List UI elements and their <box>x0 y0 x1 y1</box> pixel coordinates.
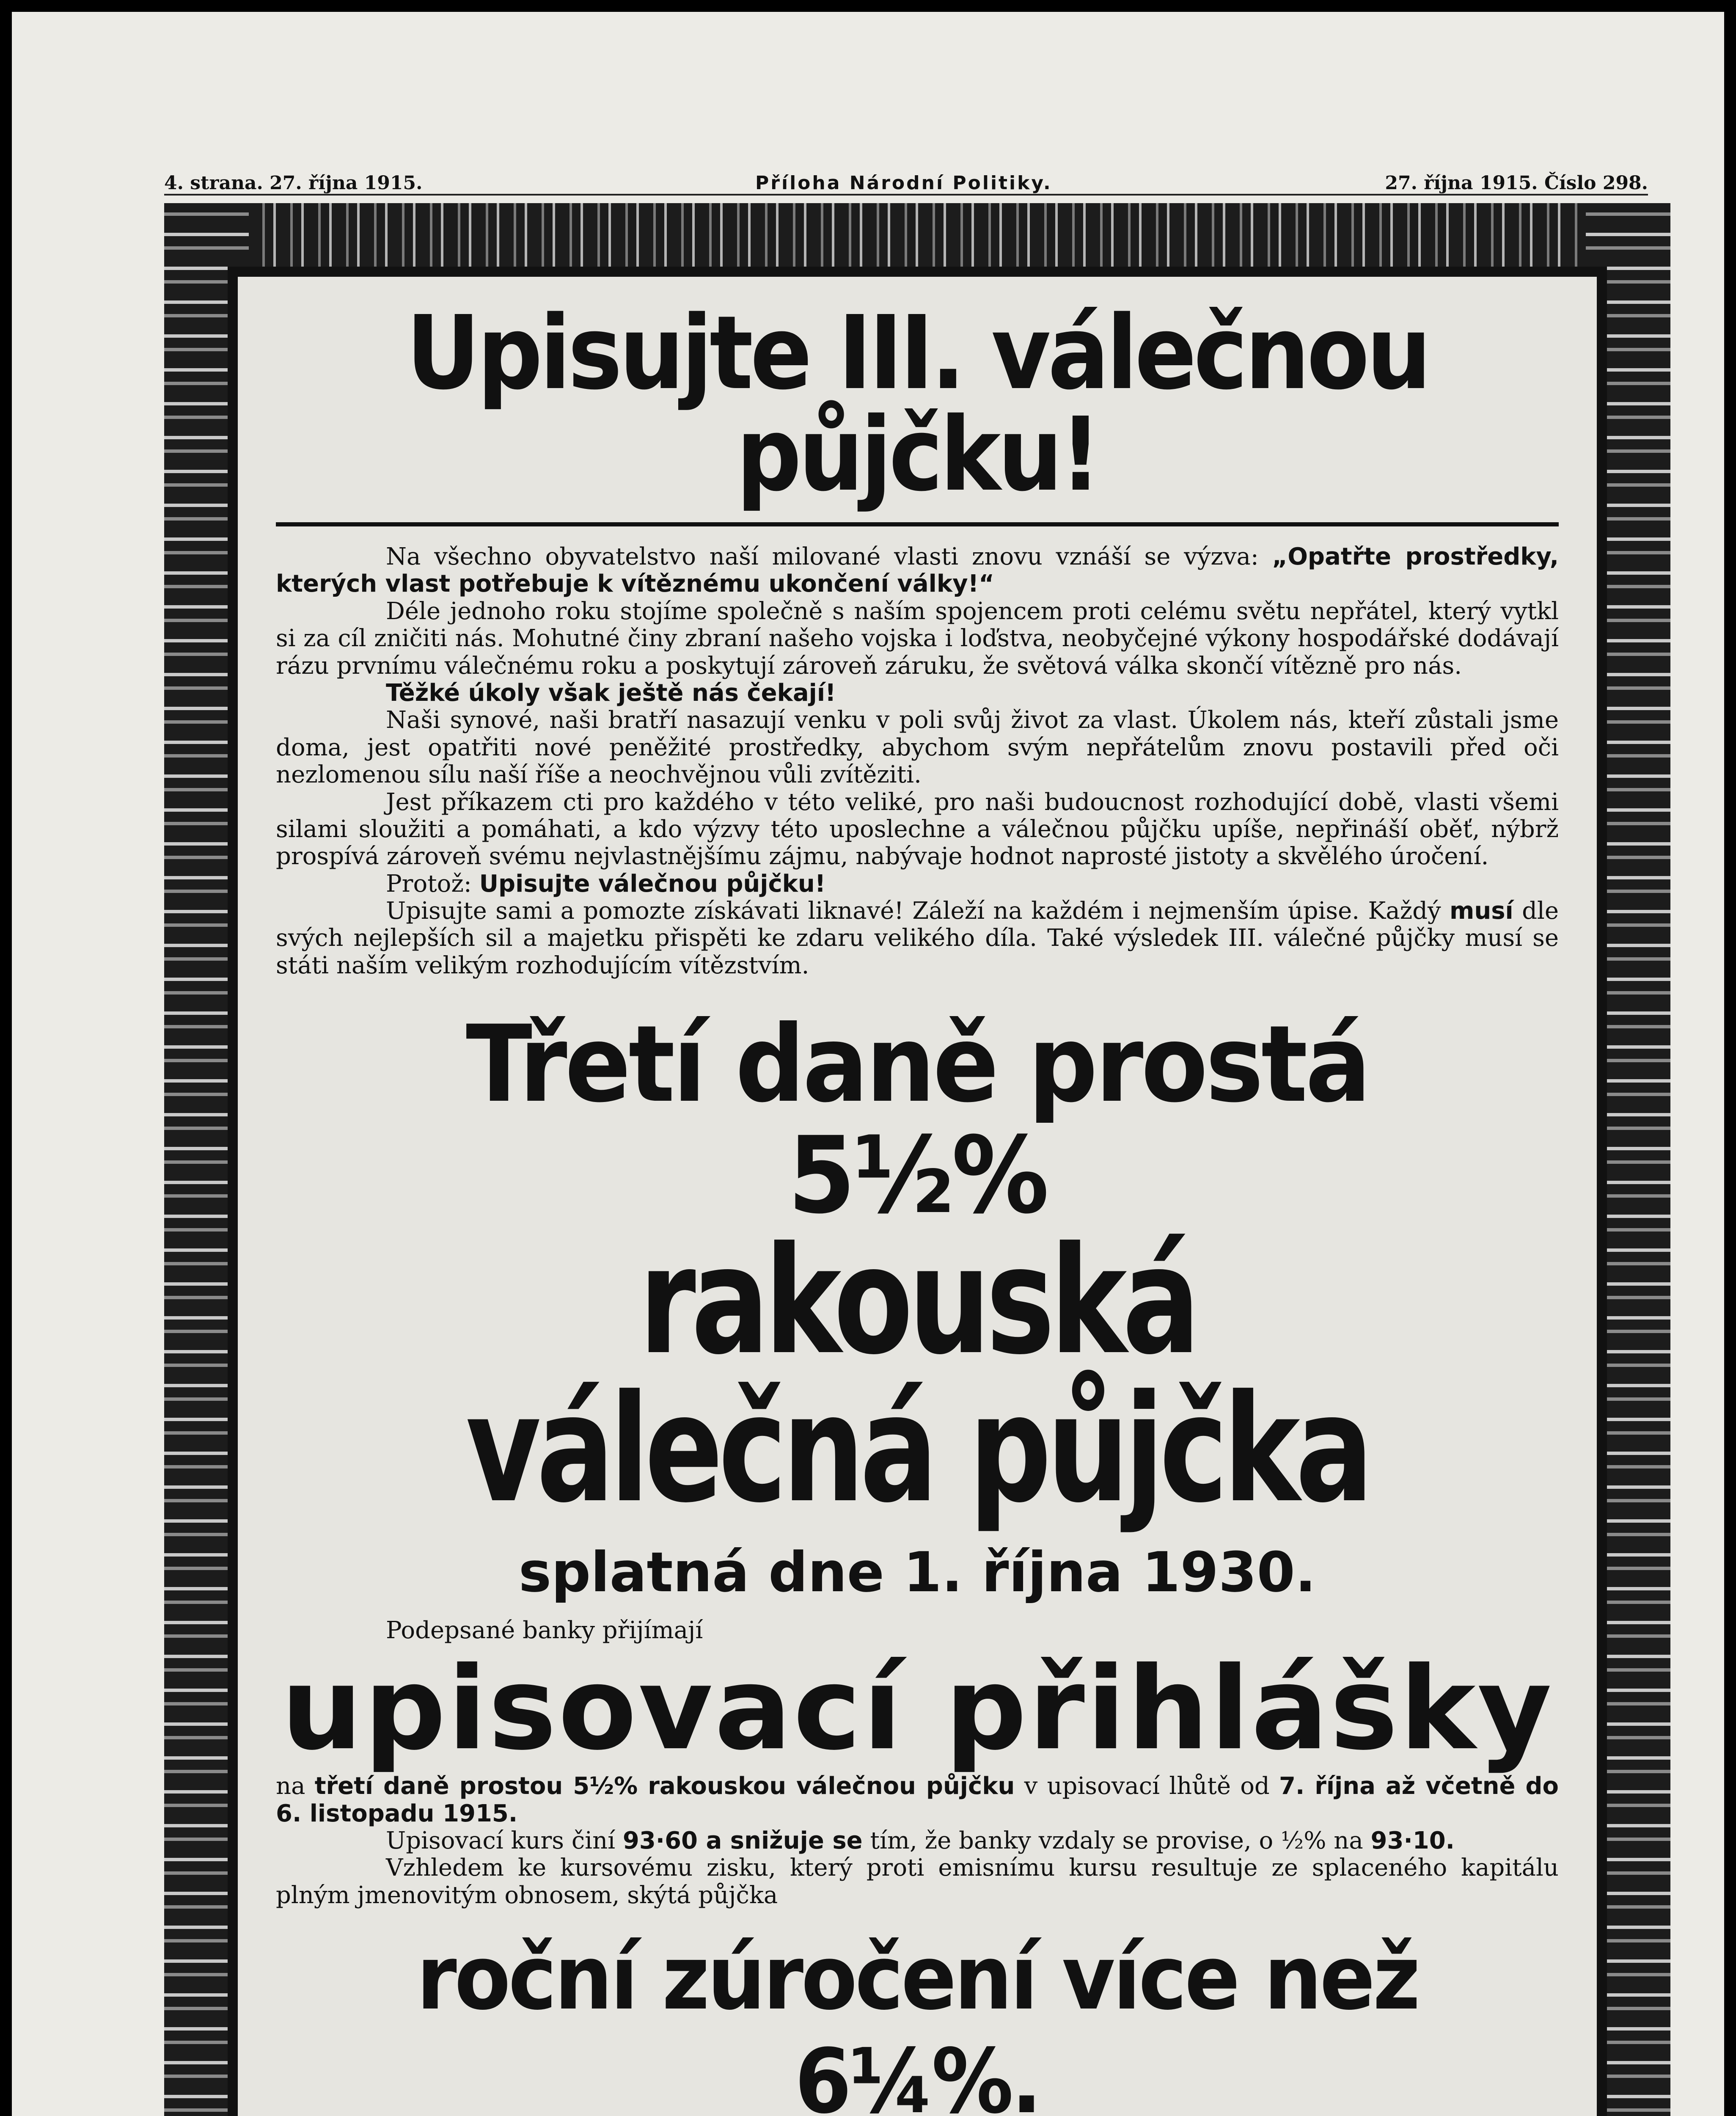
title-rule <box>276 522 1559 526</box>
header-right: 27. října 1915. Číslo 298. <box>1385 172 1648 194</box>
subscribe-call: Upisujte válečnou půjčku! <box>479 870 826 898</box>
paragraph-intro: Déle jednoho roku stojíme společně s naším spojencem proti celému světu nepřátel, který vytkl si za cíl zničiti nás. Mohutné činy zbraní našeho vojska i loďstva, neobyčejné výkony hospodářské dodávají rázu prvnímu válečnému roku a poskytují zároveň záruku, že světová válka skončí vítězně pro nás. <box>276 597 1559 680</box>
paragraph-appeal <box>276 543 1559 598</box>
paragraph-sons: Naši synové, naši bratří nasazují venku v poli svůj život za vlast. Úkolem nás, kteří zůstali jsme doma, jest opatřiti nové peněžité prostředky, abychom svým nepřátelům znovu postavili před oči nezlomenou sílu naší říše a neochvějnou vůli zvítěziti. <box>276 706 1559 789</box>
paragraph-period <box>276 1773 1559 1827</box>
period-loan: třetí daně prostou 5½% rakouskou válečnou půjčku <box>314 1772 1015 1800</box>
must-word: musí <box>1449 897 1513 925</box>
period-dates: 7. října až včetně do 6. listopadu 1915. <box>276 1772 1559 1827</box>
advertisement <box>228 267 1607 2116</box>
therefore-text: Protož: <box>386 870 472 898</box>
period-na: na <box>276 1772 305 1800</box>
header-left: 4. strana. 27. října 1915. <box>164 172 423 194</box>
headline-applications: upisovací přihlášky <box>281 1642 1554 1775</box>
headline-maturity: splatná dne 1. října 1930. <box>518 1540 1316 1605</box>
rate-text-2: tím, že banky vzdaly se provise, o ½% na <box>870 1827 1363 1854</box>
appeal-text: Na všechno obyvatelstvo naší milované vlasti znovu vznáší se výzva: <box>386 543 1259 570</box>
subscribe-text-1: Upisujte sami a pomozte získávati liknavé! Záleží na každém i nejmenším úpise. Každý <box>386 897 1441 925</box>
headline-war-loan: rakouská válečná půjčka <box>465 1215 1369 1536</box>
newspaper-page <box>12 12 1724 2116</box>
paragraph-subscribe <box>276 898 1559 979</box>
paragraph-duty: Jest příkazem cti pro každého v této veliké, pro naši budoucnost rozhodující době, vlasti všemi silami sloužiti a pomáhati, a kdo výzvy této uposlechne a válečnou půjčku upíše, nepřináší oběť, nýbrž prospívá zároveň svému nejvlastnějšímu zájmu, nabývaje hodnot naprosté jistoty a skvělého úročení. <box>276 788 1559 871</box>
subscribe-text-2: dle svých nejlepších sil a majetku přispěti ke zdaru velikého díla. Také výsledek III. válečné půjčky musí se státi naším velikým rozhodujícím vítězstvím. <box>276 897 1559 979</box>
paragraph-yield-intro: Vzhledem ke kursovému zisku, který proti emisnímu kursu resultuje ze splaceného kapitálu plným jmenovitým obnosem, skýtá půjčka <box>276 1854 1559 1909</box>
banks-accept-line: Podepsané banky přijímají <box>386 1617 703 1645</box>
paragraph-therefore <box>276 871 1559 898</box>
paragraph-rate <box>276 1827 1559 1854</box>
rate-reduced: 93·10. <box>1370 1827 1455 1854</box>
headline-tax-free: Třetí daně prostá 5½% <box>466 1003 1369 1237</box>
ornamental-border <box>164 203 1670 2116</box>
appeal-quote: „Opatřte prostředky, kterých vlast potřebuje k vítěznému ukončení války!“ <box>276 543 1559 598</box>
headline-yield: roční zúročení více než 6¼%. <box>416 1926 1418 2116</box>
period-text: v upisovací lhůtě od <box>1024 1772 1270 1800</box>
rate-value: 93·60 a snižuje se <box>622 1827 863 1854</box>
page-header <box>164 156 1648 196</box>
header-center: Příloha Národní Politiky. <box>755 172 1052 194</box>
paragraph-tasks: Těžké úkoly však ještě nás čekají! <box>386 679 836 707</box>
rate-text-1: Upisovací kurs činí <box>386 1827 616 1854</box>
ad-title: Upisujte III. válečnou půjčku! <box>406 294 1429 514</box>
